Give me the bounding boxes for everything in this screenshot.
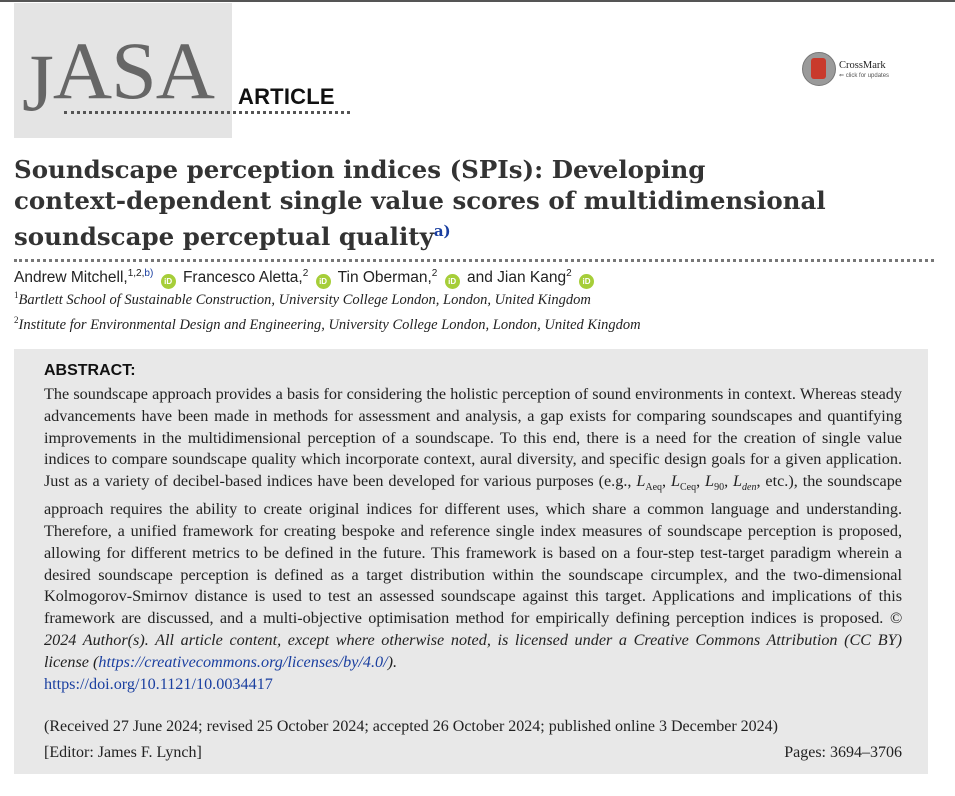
doi-link[interactable]: https://doi.org/10.1121/10.0034417 <box>44 674 273 693</box>
author-name: Andrew Mitchell, <box>14 269 128 287</box>
title-dotted-rule <box>14 259 934 262</box>
author-name: and Jian Kang <box>466 269 567 287</box>
crossmark-icon <box>802 52 836 86</box>
author-footnote-link[interactable]: b) <box>144 268 154 279</box>
editor-line: [Editor: James F. Lynch] <box>44 744 202 761</box>
author-list: Andrew Mitchell,$^{1,2,b)}$ iD Francesco Aletta,$^2$ iD Tin Oberman,$^2$ iD and Jian Kang$^2$ iD <box>14 268 597 289</box>
page-range: Pages: 3694–3706 <box>784 744 902 761</box>
author-name: Tin Oberman, <box>337 269 432 287</box>
crossmark-button[interactable] <box>802 52 902 88</box>
crossmark-subtitle: ⇐ click for updates <box>839 73 890 79</box>
affiliation-1: $^1$Bartlett School of Sustainable Construction, University College London, London, United Kingdom <box>14 290 591 308</box>
orcid-icon[interactable]: iD <box>161 274 176 289</box>
license-link[interactable]: https://creativecommons.org/licenses/by/4.0/ <box>98 652 388 671</box>
journal-logo[interactable]: JASA <box>22 25 214 128</box>
article-type-label: ARTICLE <box>238 84 335 109</box>
license-statement: © 2024 Author(s). All article content, except where otherwise noted, is licensed under a Creative Commons Attribution (CC BY) license ( <box>44 609 902 671</box>
top-rule <box>0 0 955 2</box>
abstract-body: The soundscape approach provides a basis for considering the holistic perception of sound environments in context. Whereas steady advancements have been made in methods for assessment and analysis, a gap exists for comparing soundscapes and quantifying improvements in the multidimensional perception of a soundscape. To this end, there is a need for the creation of single value indices to compare soundscape quality which incorporate context, aural diversity, and specific design goals for a given application. Just as a variety of decibel-based indices have been developed for various purposes (e.g., $L_{Aeq}$, $L_{Ceq}$, $L_{90}$, $L_{den}$, etc.), the soundscape approach requires the ability to create original indices for different uses, which share a common language and understanding. Therefore, a unified framework for creating bespoke and reference single index measures of soundscape perception is proposed, allowing for different metrics to be defined in the future. This framework is based on a four-step test-target paradigm wherein a desired soundscape perception is defined as a target distribution within the soundscape circumplex, and the two-dimensional Kolmogorov-Smirnov distance is used to test an assessed soundscape against this target. Applications and implications of this framework are discussed, and a multi-objective optimisation method for empirically defining perception indices is proposed. © 2024 Author(s). All article content, except where otherwise noted, is licensed under a Creative Commons Attribution (CC BY) license (https://creativecommons.org/licenses/by/4.0/). https://doi.org/10.1121/10.0034417 <box>44 385 902 693</box>
header-dotted-rule <box>64 111 350 114</box>
paper-title: Soundscape perception indices (SPIs): Developing context-dependent single value scores of multidimensional soundscape perceptual quality$^{a)}$ <box>14 155 826 252</box>
crossmark-title: CrossMark <box>839 60 886 71</box>
orcid-icon[interactable]: iD <box>579 274 594 289</box>
title-footnote-link[interactable]: a) <box>433 222 451 240</box>
received-dates: (Received 27 June 2024; revised 25 October 2024; accepted 26 October 2024; published online 3 December 2024) <box>44 718 779 735</box>
abstract-heading: ABSTRACT: <box>44 362 136 379</box>
orcid-icon[interactable]: iD <box>445 274 460 289</box>
affiliation-2: $^2$Institute for Environmental Design and Engineering, University College London, London, United Kingdom <box>14 315 641 333</box>
orcid-icon[interactable]: iD <box>316 274 331 289</box>
author-name: Francesco Aletta, <box>182 269 303 287</box>
